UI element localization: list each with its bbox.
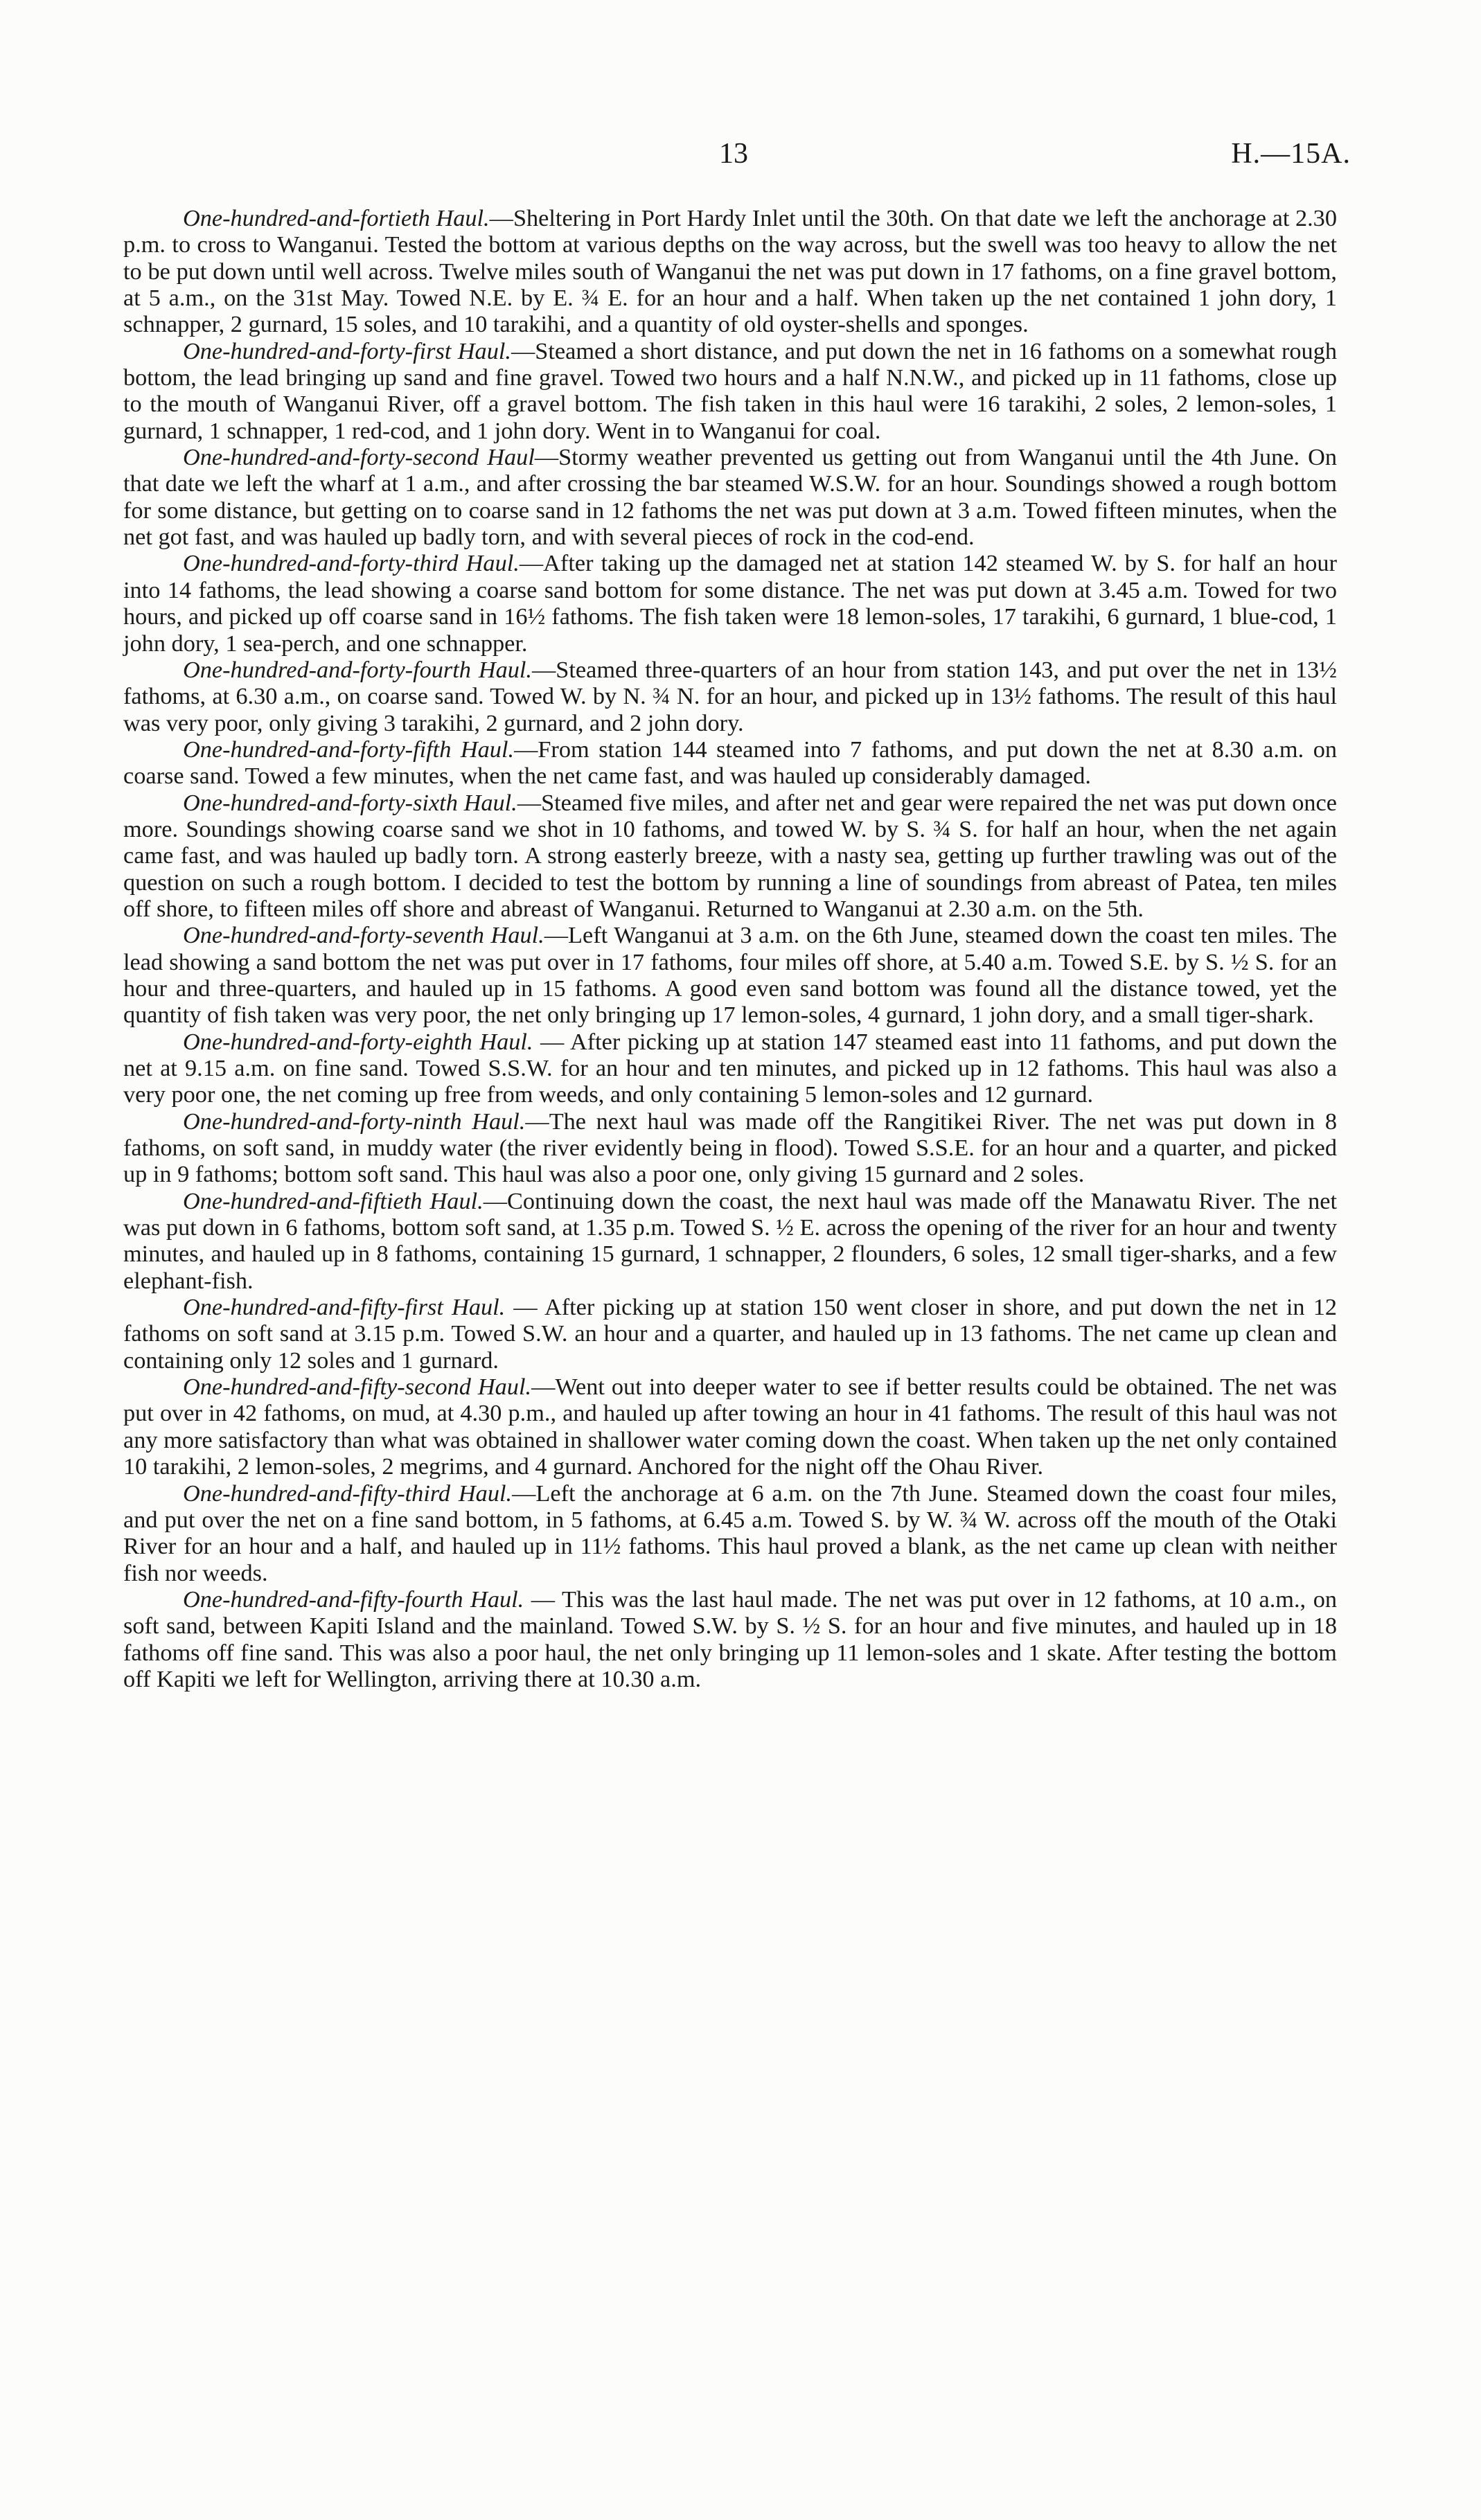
haul-paragraph-152 [123,1374,1337,1480]
haul-text: —From station 144 steamed into 7 fathoms, and put down the net at 8.30 a.m. on coarse sand. Towed a few minutes, when the net came fast, and was hauled up considerably damaged. [123,736,1338,790]
haul-heading: One-hundred-and-fortieth Haul. [183,205,490,231]
haul-heading: One-hundred-and-fifty-first Haul. [183,1294,506,1321]
series-reference: H.—15A. [1231,138,1351,170]
haul-heading: One-hundred-and-fifty-second Haul. [183,1374,532,1401]
haul-heading: One-hundred-and-forty-first Haul. [183,337,511,364]
haul-paragraph-150 [123,1188,1337,1294]
haul-text: —After taking up the damaged net at station 142 steamed W. by S. for half an hour into 14 fathoms, the lead showing a coarse sand bottom for some distance. The net was put down at 3.45 a.m. Towed for two hours, and picked up off coarse sand in 16½ fathoms. The fish taken were 18 lemon-soles, 17 tarakihi, 6 gurnard, 1 blue-cod, 1 john dory, 1 sea-perch, and one schnapper. [123,550,1337,657]
haul-heading: One-hundred-and-forty-second Haul [183,444,535,471]
haul-text: —Continuing down the coast, the next haul was made off the Manawatu River. The net was put down in 6 fathoms, bottom soft sand, at 1.35 p.m. Towed S. ½ E. across the opening of the river for an hour and twenty minutes, and hauled up in 8 fathoms, containing 15 gurnard, 1 schnapper, 2 flounders, 6 soles, 12 small tiger-sharks, and a few elephant-fish. [123,1187,1337,1294]
report-body [123,205,1337,1692]
haul-heading: One-hundred-and-forty-fourth Haul. [183,656,532,683]
haul-text: — After picking up at station 147 steamed east into 11 fathoms, and put down the net at 9.15 a.m. on fine sand. Towed S.S.W. for an hour and ten minutes, and picked up in 12 fathoms. This haul was also a very poor one, the net coming up free from weeds, and only containing 5 lemon-soles and 12 gurnard. [123,1028,1337,1108]
haul-heading: One-hundred-and-forty-ninth Haul. [183,1108,526,1135]
haul-text: —Steamed five miles, and after net and gear were repaired the net was put down once more. Soundings showing coarse sand we shot in 10 fathoms, and towed W. by S. ¾ S. for half an hour, when the net again came fast, and was hauled up badly torn. A strong easterly breeze, with a nasty sea, getting up further trawling was out of the question on such a rough bottom. I decided to test the bottom by running a line of soundings from abreast of Patea, ten miles off shore, to fifteen miles off shore and abreast of Wanganui. Returned to Wanganui at 2.30 a.m. on the 5th. [123,789,1337,922]
haul-text: —Left Wanganui at 3 a.m. on the 6th June, steamed down the coast ten miles. The lead showing a sand bottom the net was put over in 17 fathoms, four miles off shore, at 5.40 a.m. Towed S.E. by S. ½ S. for an hour and three-quarters, and hauled up in 15 fathoms. A good even sand bottom was found all the distance towed, yet the quantity of fish taken was very poor, the net only bringing up 17 lemon-soles, 4 gurnard, 1 john dory, and a small tiger-shark. [123,922,1338,1029]
haul-text: —Left the anchorage at 6 a.m. on the 7th June. Steamed down the coast four miles, and put over the net on a fine sand bottom, in 5 fathoms, at 6.45 a.m. Towed S. by W. ¾ W. across off the mouth of the Otaki River for an hour and a half, and hauled up in 11½ fathoms. This haul proved a blank, as the net came up clean with neither fish nor weeds. [123,1480,1337,1586]
haul-heading: One-hundred-and-forty-sixth Haul. [183,789,517,816]
haul-text: —Stormy weather prevented us getting out from Wanganui until the 4th June. On that date we left the wharf at 1 a.m., and after crossing the bar steamed W.S.W. for an hour. Soundings showed a rough bottom for some distance, but getting on to coarse sand in 12 fathoms the net was put down at 3 a.m. Towed fifteen minutes, when the net got fast, and was hauled up badly torn, and with several pieces of rock in the cod-end. [123,444,1337,551]
haul-text: —The next haul was made off the Rangitikei River. The net was put down in 8 fathoms, on soft sand, in muddy water (the river evidently being in flood). Towed S.S.E. for an hour and a quarter, and picked up in 9 fathoms; bottom soft sand. This haul was also a poor one, only giving 15 gurnard and 2 soles. [123,1108,1337,1188]
haul-paragraph-144 [123,657,1337,736]
haul-text: — After picking up at station 150 went closer in shore, and put down the net in 12 fathoms on soft sand at 3.15 p.m. Towed S.W. an hour and a quarter, and hauled up in 13 fathoms. The net came up clean and containing only 12 soles and 1 gurnard. [123,1294,1337,1374]
haul-heading: One-hundred-and-forty-seventh Haul. [183,922,544,949]
haul-heading: One-hundred-and-fifty-third Haul. [183,1480,513,1507]
haul-text: —Steamed three-quarters of an hour from station 143, and put over the net in 13½ fathoms, at 6.30 a.m., on coarse sand. Towed W. by N. ¾ N. for an hour, and picked up in 13½ fathoms. The result of this haul was very poor, only giving 3 tarakihi, 2 gurnard, and 2 john dory. [123,656,1337,736]
haul-paragraph-146 [123,790,1337,923]
haul-heading: One-hundred-and-forty-eighth Haul. [183,1028,533,1055]
haul-heading: One-hundred-and-forty-third Haul. [183,550,520,577]
haul-paragraph-151 [123,1294,1337,1374]
haul-text: —Steamed a short distance, and put down the net in 16 fathoms on a somewhat rough bottom, the lead bringing up sand and fine gravel. Towed two hours and a half N.N.W., and picked up in 11 fathoms, close up to the mouth of Wanganui River, off a gravel bottom. The fish taken in this haul were 16 tarakihi, 2 soles, 2 lemon-soles, 1 gurnard, 1 schnapper, 1 red-cod, and 1 john dory. Went in to Wanganui for coal. [123,337,1337,444]
haul-paragraph-143 [123,550,1337,656]
haul-paragraph-149 [123,1108,1337,1188]
haul-paragraph-140 [123,205,1337,338]
haul-heading: One-hundred-and-fifty-fourth Haul. [183,1586,524,1613]
haul-paragraph-153 [123,1480,1337,1586]
haul-paragraph-142 [123,444,1337,550]
haul-heading: One-hundred-and-forty-fifth Haul. [183,736,515,763]
haul-text: — This was the last haul made. The net was put over in 12 fathoms, at 10 a.m., on soft sand, between Kapiti Island and the mainland. Towed S.W. by S. ½ S. for an hour and five minutes, and hauled up in 18 fathoms off fine sand. This was also a poor haul, the net only bringing up 11 lemon-soles and 1 skate. After testing the bottom off Kapiti we left for Wellington, arriving there at 10.30 a.m. [123,1586,1337,1692]
page-number: 13 [719,138,748,170]
haul-text: —Went out into deeper water to see if better results could be obtained. The net was put over in 42 fathoms, on mud, at 4.30 p.m., and hauled up after towing an hour in 41 fathoms. The result of this haul was not any more satisfactory than what was obtained in shallower water coming down the coast. When taken up the net only contained 10 tarakihi, 2 lemon-soles, 2 megrims, and 4 gurnard. Anchored for the night off the Ohau River. [123,1374,1337,1480]
haul-paragraph-148 [123,1029,1337,1108]
haul-paragraph-154 [123,1586,1337,1692]
haul-text: —Sheltering in Port Hardy Inlet until the 30th. On that date we left the anchorage at 2.30 p.m. to cross to Wanganui. Tested the bottom at various depths on the way across, but the swell was too heavy to allow the net to be put down until well across. Twelve miles south of Wanganui the net was put down in 17 fathoms, on a fine gravel bottom, at 5 a.m., on the 31st May. Towed N.E. by E. ¾ E. for an hour and a half. When taken up the net contained 1 john dory, 1 schnapper, 2 gurnard, 15 soles, and 10 tarakihi, and a quantity of old oyster-shells and sponges. [123,205,1337,338]
haul-paragraph-147 [123,922,1337,1028]
haul-paragraph-141 [123,338,1337,444]
haul-paragraph-145 [123,736,1337,790]
page-header [0,137,1481,179]
haul-heading: One-hundred-and-fiftieth Haul. [183,1187,484,1214]
